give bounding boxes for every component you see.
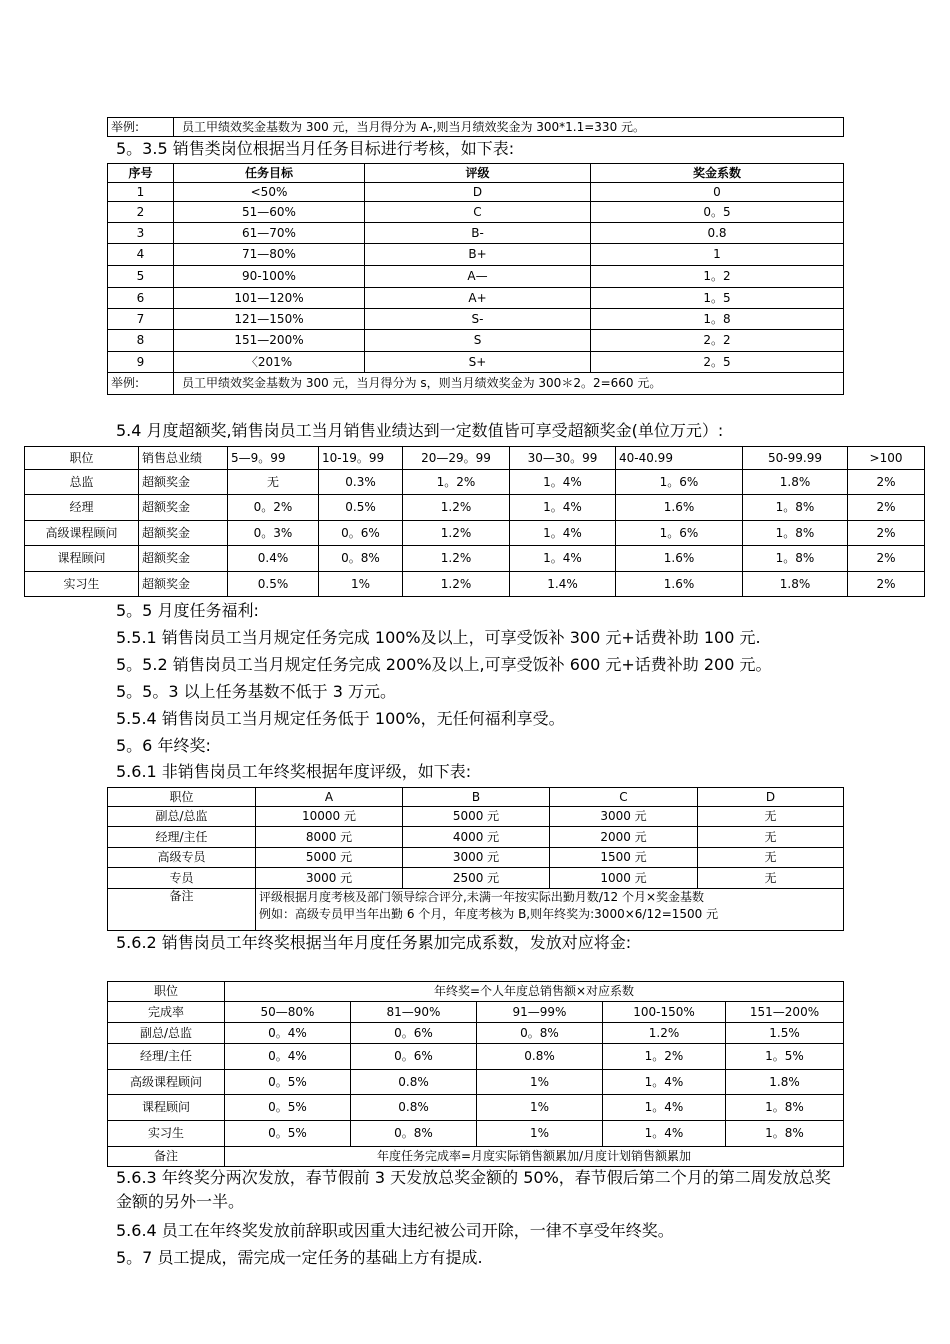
table-cell: 5000 元 (403, 807, 550, 827)
note-label: 备注 (108, 1147, 225, 1167)
table-cell: 3000 元 (550, 807, 698, 827)
table-header: C (550, 788, 698, 807)
table-cell: 0。8% (477, 1023, 603, 1044)
table-row (108, 1095, 844, 1121)
para-561: 5.6.1 非销售岗员工年终奖根据年度评级，如下表: (116, 762, 472, 781)
table-cell: 0.3% (319, 470, 403, 495)
table-row (108, 1121, 844, 1147)
table-cell: 0。4% (225, 1023, 351, 1044)
table-header: 91—99% (477, 1002, 603, 1023)
table-cell: 0.8% (477, 1044, 603, 1070)
table-cell: 1.6% (616, 572, 743, 597)
table-header: B (403, 788, 550, 807)
table-cell: 1% (477, 1095, 603, 1121)
table-cell: 0.8 (591, 223, 844, 244)
table-header: 81—90% (351, 1002, 477, 1023)
table-header: 50—80% (225, 1002, 351, 1023)
table-header-row (108, 1002, 844, 1023)
table-cell: 0。6% (351, 1044, 477, 1070)
table-cell: 0。5 (591, 202, 844, 223)
table-cell: <50% (174, 183, 365, 202)
para-56: 5。6 年终奖: (116, 736, 211, 755)
note-line: 评级根据月度考核及部门领导综合评分,未满一年按实际出勤月数/12 个月×奖金基数 (259, 890, 704, 904)
table-cell: 1% (477, 1070, 603, 1095)
example-text: 员工甲绩效奖金基数为 300 元，当月得分为 A-,则当月绩效奖金为 300*1.1=330 元。 (174, 118, 844, 137)
table-cell: 0。6% (351, 1023, 477, 1044)
table-cell: 超额奖金 (139, 546, 228, 572)
table-header: 151—200% (726, 1002, 844, 1023)
table-cell: 1。8% (743, 521, 848, 546)
table-cell: A— (365, 266, 591, 288)
table-row (108, 1044, 844, 1070)
note-text (256, 889, 844, 931)
table-cell: 无 (698, 868, 844, 889)
table-cell: 0。5% (225, 1121, 351, 1147)
table-cell: 2% (848, 470, 925, 495)
section-54-title: 5.4 月度超额奖,销售岗员工当月销售业绩达到一定数值皆可享受超额奖金(单位万元）: (116, 421, 724, 440)
table-cell: 1。5% (726, 1044, 844, 1070)
table-cell: 8 (108, 330, 174, 352)
table-header: 30—30。99 (510, 447, 616, 470)
table-cell: 151—200% (174, 330, 365, 352)
table-cell: 1.2% (603, 1023, 726, 1044)
table-cell: 实习生 (25, 572, 139, 597)
table-cell: S+ (365, 352, 591, 373)
table-cell: 1。2% (603, 1044, 726, 1070)
table-cell: D (365, 183, 591, 202)
para-553: 5。5。3 以上任务基数不低于 3 万元。 (116, 682, 396, 701)
table-cell: 1.5% (726, 1023, 844, 1044)
excess-bonus-table (24, 446, 925, 597)
table-cell: 超额奖金 (139, 470, 228, 495)
para-57: 5。7 员工提成，需完成一定任务的基础上方有提成. (116, 1248, 483, 1267)
table-row (108, 330, 844, 352)
table-row (108, 1023, 844, 1044)
sales-bonus-table (107, 981, 844, 1167)
table-row (108, 202, 844, 223)
table-cell: 无 (698, 848, 844, 868)
table-row (108, 807, 844, 827)
table-cell: A+ (365, 288, 591, 309)
table-cell: 0。6% (319, 521, 403, 546)
table-row (108, 183, 844, 202)
table-header: 完成率 (108, 1002, 225, 1023)
table-cell: 1.8% (743, 470, 848, 495)
table-cell: 1。4% (510, 546, 616, 572)
table-cell: 1。2 (591, 266, 844, 288)
table-header-row (108, 788, 844, 807)
table-cell: 2% (848, 572, 925, 597)
table-cell: 0。8% (351, 1121, 477, 1147)
table-cell: 0。2% (228, 495, 319, 521)
table-header: 任务目标 (174, 164, 365, 183)
table-header: 销售总业绩 (139, 447, 228, 470)
table-cell: 1.8% (743, 572, 848, 597)
table-cell: 0。3% (228, 521, 319, 546)
table-cell: 0.5% (228, 572, 319, 597)
table-cell: 1。4% (510, 495, 616, 521)
table-cell: 1。4% (603, 1095, 726, 1121)
table-row (108, 266, 844, 288)
table-cell: 课程顾问 (108, 1095, 225, 1121)
table-cell: 1。8% (743, 495, 848, 521)
table-cell: 高级课程顾问 (25, 521, 139, 546)
table-cell: 超额奖金 (139, 572, 228, 597)
table-cell: 1 (591, 244, 844, 266)
table-cell: 10000 元 (256, 807, 403, 827)
table-cell: 7 (108, 309, 174, 330)
table-cell: 3000 元 (256, 868, 403, 889)
section-562-title: 5.6.2 销售岗员工年终奖根据当年月度任务累加完成系数，发放对应将金: (116, 933, 632, 952)
table-row (108, 244, 844, 266)
table-cell: 9 (108, 352, 174, 373)
table-cell: 2500 元 (403, 868, 550, 889)
table-header: 序号 (108, 164, 174, 183)
table-cell: 2。5 (591, 352, 844, 373)
table-cell: 1。4% (510, 470, 616, 495)
para-551: 5.5.1 销售岗员工当月规定任务完成 100%及以上，可享受饭补 300 元+话费补助 100 元. (116, 628, 761, 647)
table-header: 20—29。99 (403, 447, 510, 470)
table-cell: 2000 元 (550, 827, 698, 848)
formula-cell: 年终奖=个人年度总销售额×对应系数 (225, 982, 844, 1002)
table-header-row (108, 982, 844, 1002)
table-cell: 90-100% (174, 266, 365, 288)
table-cell: 实习生 (108, 1121, 225, 1147)
table-cell: 课程顾问 (25, 546, 139, 572)
table-cell: 0.8% (351, 1070, 477, 1095)
table-cell: 8000 元 (256, 827, 403, 848)
table-cell: 经理/主任 (108, 827, 256, 848)
table-cell: 1.6% (616, 546, 743, 572)
table-cell: 1。2% (403, 470, 510, 495)
table-cell: 1。8% (726, 1095, 844, 1121)
example-text: 员工甲绩效奖金基数为 300 元，当月得分为 s，则当月绩效奖金为 300＊2。2=660 元。 (174, 373, 844, 395)
table-cell: 1000 元 (550, 868, 698, 889)
table-cell: 1。8% (743, 546, 848, 572)
table-row (108, 1070, 844, 1095)
table-cell: 4000 元 (403, 827, 550, 848)
example-label: 举例: (108, 118, 174, 137)
table-cell: 51—60% (174, 202, 365, 223)
note-line: 例如：高级专员甲当年出勤 6 个月，年度考核为 B,则年终奖为:3000×6/12=1500 元 (259, 907, 719, 921)
table-cell: 2% (848, 546, 925, 572)
table-cell: 0。5% (225, 1070, 351, 1095)
table-cell: 1.4% (510, 572, 616, 597)
para-55: 5。5 月度任务福利: (116, 601, 259, 620)
table-cell: 1.8% (726, 1070, 844, 1095)
table-cell: 3000 元 (403, 848, 550, 868)
table-cell: 1.6% (616, 495, 743, 521)
table-cell: 61—70% (174, 223, 365, 244)
table-cell: 1。5 (591, 288, 844, 309)
table-cell: 2 (108, 202, 174, 223)
table-cell: 1.2% (403, 572, 510, 597)
table-cell: 高级课程顾问 (108, 1070, 225, 1095)
para-564: 5.6.4 员工在年终奖发放前辞职或因重大违纪被公司开除，一律不享受年终奖。 (116, 1221, 674, 1240)
table-cell: 71—80% (174, 244, 365, 266)
table-cell: 专员 (108, 868, 256, 889)
table-row (25, 470, 925, 495)
table-header: 职位 (108, 788, 256, 807)
table-header: D (698, 788, 844, 807)
table-cell: 2% (848, 495, 925, 521)
table-cell: 经理/主任 (108, 1044, 225, 1070)
table-header: 100-150% (603, 1002, 726, 1023)
table-row (108, 827, 844, 848)
table-cell: 经理 (25, 495, 139, 521)
table-cell: 1.2% (403, 521, 510, 546)
table-cell: 〈201% (174, 352, 365, 373)
table-cell: 无 (228, 470, 319, 495)
table-row (25, 546, 925, 572)
table-cell: S- (365, 309, 591, 330)
table-cell: B+ (365, 244, 591, 266)
table-row (25, 521, 925, 546)
note-label: 备注 (108, 889, 256, 931)
table-cell: 0.5% (319, 495, 403, 521)
table-cell: 超额奖金 (139, 521, 228, 546)
table-cell: B- (365, 223, 591, 244)
table-header: 奖金系数 (591, 164, 844, 183)
top-example-table (107, 117, 844, 137)
table-cell: 1。8 (591, 309, 844, 330)
table-cell: 总监 (25, 470, 139, 495)
table-cell: 副总/总监 (108, 807, 256, 827)
task-rating-table (107, 163, 844, 395)
table-cell: 0 (591, 183, 844, 202)
table-cell: 3 (108, 223, 174, 244)
table-header: 职位 (25, 447, 139, 470)
para-554: 5.5.4 销售岗员工当月规定任务低于 100%，无任何福利享受。 (116, 709, 565, 728)
table-header: 50-99.99 (743, 447, 848, 470)
para-563: 5.6.3 年终奖分两次发放，春节假前 3 天发放总奖金额的 50%，春节假后第二个月的第二周发放总奖金额的另外一半。 (116, 1168, 831, 1211)
table-cell: 1。6% (616, 521, 743, 546)
table-cell: S (365, 330, 591, 352)
table-cell: 1500 元 (550, 848, 698, 868)
table-row (108, 288, 844, 309)
table-header: 10-19。99 (319, 447, 403, 470)
table-cell: 0。8% (319, 546, 403, 572)
table-row (108, 868, 844, 889)
table-cell: 超额奖金 (139, 495, 228, 521)
table-cell: 101—120% (174, 288, 365, 309)
table-row (108, 848, 844, 868)
table-header: A (256, 788, 403, 807)
table-cell: 1。6% (616, 470, 743, 495)
table-cell: 无 (698, 807, 844, 827)
table-row (108, 309, 844, 330)
table-header: 40-40.99 (616, 447, 743, 470)
table-cell: 2% (848, 521, 925, 546)
table-header: 职位 (108, 982, 225, 1002)
table-cell: 0。4% (225, 1044, 351, 1070)
table-cell: 1.2% (403, 495, 510, 521)
table-cell: 1。4% (510, 521, 616, 546)
table-cell: C (365, 202, 591, 223)
para-552: 5。5.2 销售岗员工当月规定任务完成 200%及以上,可享受饭补 600 元+话费补助 200 元。 (116, 655, 772, 674)
table-cell: 4 (108, 244, 174, 266)
table-row (25, 572, 925, 597)
table-cell: 1.2% (403, 546, 510, 572)
table-cell: 1。4% (603, 1070, 726, 1095)
table-cell: 5 (108, 266, 174, 288)
table-cell: 高级专员 (108, 848, 256, 868)
table-cell: 无 (698, 827, 844, 848)
table-cell: 0.4% (228, 546, 319, 572)
table-header: >100 (848, 447, 925, 470)
table-cell: 1% (319, 572, 403, 597)
table-header: 5—9。99 (228, 447, 319, 470)
table-row (108, 223, 844, 244)
table-cell: 1% (477, 1121, 603, 1147)
table-row (108, 352, 844, 373)
table-cell: 5000 元 (256, 848, 403, 868)
table-cell: 1。8% (726, 1121, 844, 1147)
table-cell: 副总/总监 (108, 1023, 225, 1044)
table-cell: 0。5% (225, 1095, 351, 1121)
table-cell: 6 (108, 288, 174, 309)
table-header: 评级 (365, 164, 591, 183)
table-header-row (25, 447, 925, 470)
table-row (25, 495, 925, 521)
table-cell: 1 (108, 183, 174, 202)
note-text: 年度任务完成率=月度实际销售额累加/月度计划销售额累加 (225, 1147, 844, 1167)
table-cell: 0.8% (351, 1095, 477, 1121)
table-cell: 121—150% (174, 309, 365, 330)
section-535-title: 5。3.5 销售类岗位根据当月任务目标进行考核，如下表: (116, 139, 515, 158)
table-cell: 1。4% (603, 1121, 726, 1147)
table-cell: 2。2 (591, 330, 844, 352)
example-label: 举例: (108, 373, 174, 395)
non-sales-bonus-table (107, 787, 844, 931)
